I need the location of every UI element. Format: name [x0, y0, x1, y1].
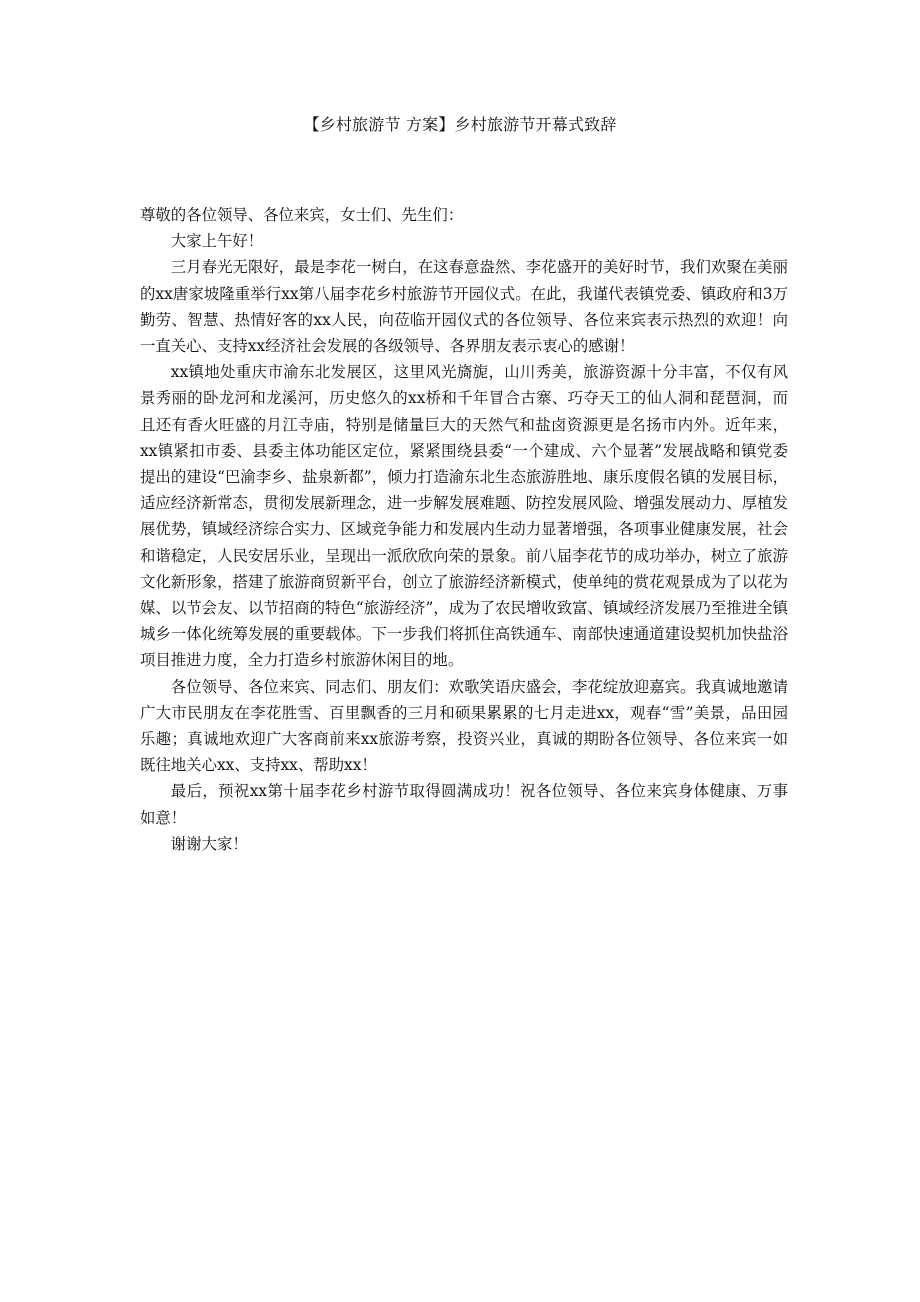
- paragraph-invitation: 各位领导、各位来宾、同志们、朋友们：欢歌笑语庆盛会，李花绽放迎嘉宾。我真诚地邀请广大市民朋友在李花胜雪、百里飘香的三月和硕果累累的七月走进xx，观春“雪”美景，品田园乐趣；真诚地欢迎广大客商前来xx旅游考察，投资兴业，真诚的期盼各位领导、各位来宾一如既往地关心xx、支持xx、帮助xx！: [140, 677, 788, 775]
- document-body: [140, 202, 788, 857]
- greeting: 大家上午好！: [170, 232, 264, 251]
- paragraph-town-intro: xx镇地处重庆市渝东北发展区，这里风光旖旎，山川秀美，旅游资源十分丰富，不仅有风景秀丽的卧龙河和龙溪河，历史悠久的xx桥和千年冒合古寨、巧夺天工的仙人洞和琵琶洞，而且还有香火旺盛的月江寺庙，特别是储量巨大的天然气和盐卤资源更是名扬市内外。近年来，xx镇紧扣市委、县委主体功能区定位，紧紧围绕县委“一个建成、六个显著”发展战略和镇党委提出的建设“巴渝李乡、盐泉新都”，倾力打造渝东北生态旅游胜地、康乐度假名镇的发展目标，适应经济新常态，贯彻发展新理念，进一步解发展难题、防控发展风险、增强发展动力、厚植发展优势，镇域经济综合实力、区域竞争能力和发展内生动力显著增强，各项事业健康发展，社会和谐稳定，人民安居乐业，呈现出一派欣欣向荣的景象。前八届李花节的成功举办，树立了旅游文化新形象，搭建了旅游商贸新平台，创立了旅游经济新模式，使单纯的赏花观景成为了以花为媒、以节会友、以节招商的特色“旅游经济”，成为了农民增收致富、镇域经济发展乃至推进全镇城乡一体化统筹发展的重要载体。下一步我们将抓住高铁通车、南部快速通道建设契机加快盐浴项目推进力度，全力打造乡村旅游休闲目的地。: [140, 363, 788, 670]
- document-title: 【乡村旅游节 方案】乡村旅游节开幕式致辞: [303, 115, 617, 134]
- closing: 谢谢大家！: [170, 834, 248, 853]
- paragraph-opening: 三月春光无限好，最是李花一树白，在这春意盎然、李花盛开的美好时节，我们欢聚在美丽的xx唐家坡隆重举行xx第八届李花乡村旅游节开园仪式。在此，我谨代表镇党委、镇政府和3万勤劳、智慧、热情好客的xx人民，向莅临开园仪式的各位领导、各位来宾表示热烈的欢迎！向一直关心、支持xx经济社会发展的各级领导、各界朋友表示衷心的感谢！: [140, 258, 788, 356]
- salutation: 尊敬的各位领导、各位来宾，女士们、先生们：: [140, 206, 464, 224]
- paragraph-wishes: 最后，预祝xx第十届李花乡村游节取得圆满成功！祝各位领导、各位来宾身体健康、万事如意！: [140, 782, 788, 827]
